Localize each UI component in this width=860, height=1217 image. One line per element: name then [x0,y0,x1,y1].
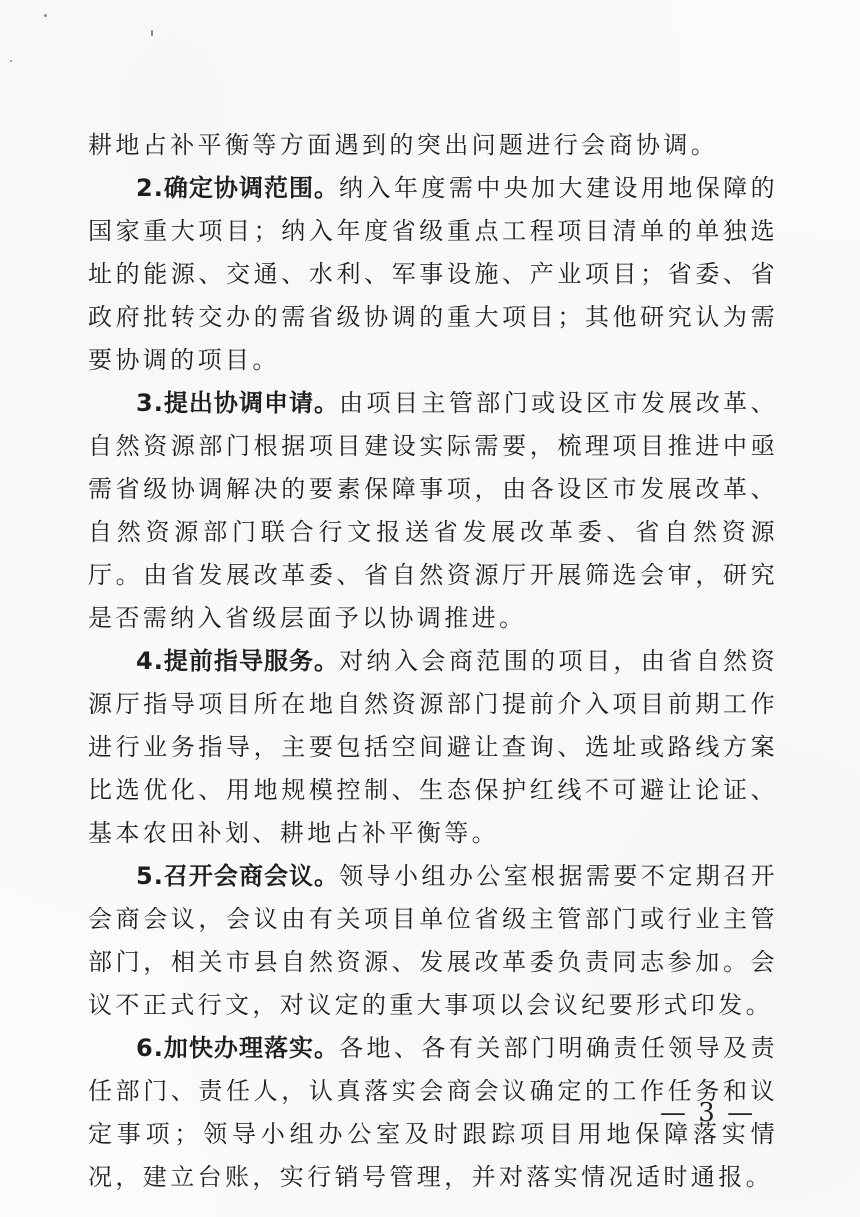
document-body [88,124,778,1199]
paragraph-4-text: 对纳入会商范围的项目，由省自然资源厅指导项目所在地自然资源部门提前介入项目前期工作进行业务指导，主要包括空间避让查询、选址或路线方案比选优化、用地规模控制、生态保护红线不可避让论证、基本农田补划、耕地占补平衡等。 [88,647,778,847]
paragraph-3-text: 由项目主管部门或设区市发展改革、自然资源部门根据项目建设实际需要，梳理项目推进中亟需省级协调解决的要素保障事项，由各设区市发展改革、自然资源部门联合行文报送省发展改革委、省自然资源厅。由省发展改革委、省自然资源厅开展筛选会审，研究是否需纳入省级层面予以协调推进。 [88,389,778,632]
paragraph-3 [88,382,778,640]
paragraph-5 [88,855,778,1027]
section-heading-3: 3.提出协调申请。 [136,389,340,417]
paragraph-5-text: 领导小组办公室根据需要不定期召开会商会议，会议由有关项目单位省级主管部门或行业主管部门，相关市县自然资源、发展改革委负责同志参加。会议不正式行文，对议定的重大事项以会议纪要形式印发。 [88,862,778,1019]
section-heading-5: 5.召开会商会议。 [136,862,340,890]
paragraph-4 [88,640,778,855]
scan-speck [44,14,47,17]
paragraph-6-text: 各地、各有关部门明确责任领导及责任部门、责任人，认真落实会商会议确定的工作任务和议定事项；领导小组办公室及时跟踪项目用地保障落实情况，建立台账，实行销号管理，并对落实情况适时通报。 [88,1034,778,1191]
page-number: — 3 — [660,1098,756,1128]
paragraph-1 [88,124,778,167]
paragraph-2-text: 纳入年度需中央加大建设用地保障的国家重大项目；纳入年度省级重点工程项目清单的单独选址的能源、交通、水利、军事设施、产业项目；省委、省政府批转交办的需省级协调的重大项目；其他研究认为需要协调的项目。 [88,174,778,374]
section-heading-4: 4.提前指导服务。 [136,647,340,675]
section-heading-6: 6.加快办理落实。 [136,1034,340,1062]
paragraph-2 [88,167,778,382]
paragraph-1-text: 耕地占补平衡等方面遇到的突出问题进行会商协调。 [88,131,719,159]
section-heading-2: 2.确定协调范围。 [136,174,340,202]
scan-speck [151,30,153,36]
scan-speck [10,60,12,62]
